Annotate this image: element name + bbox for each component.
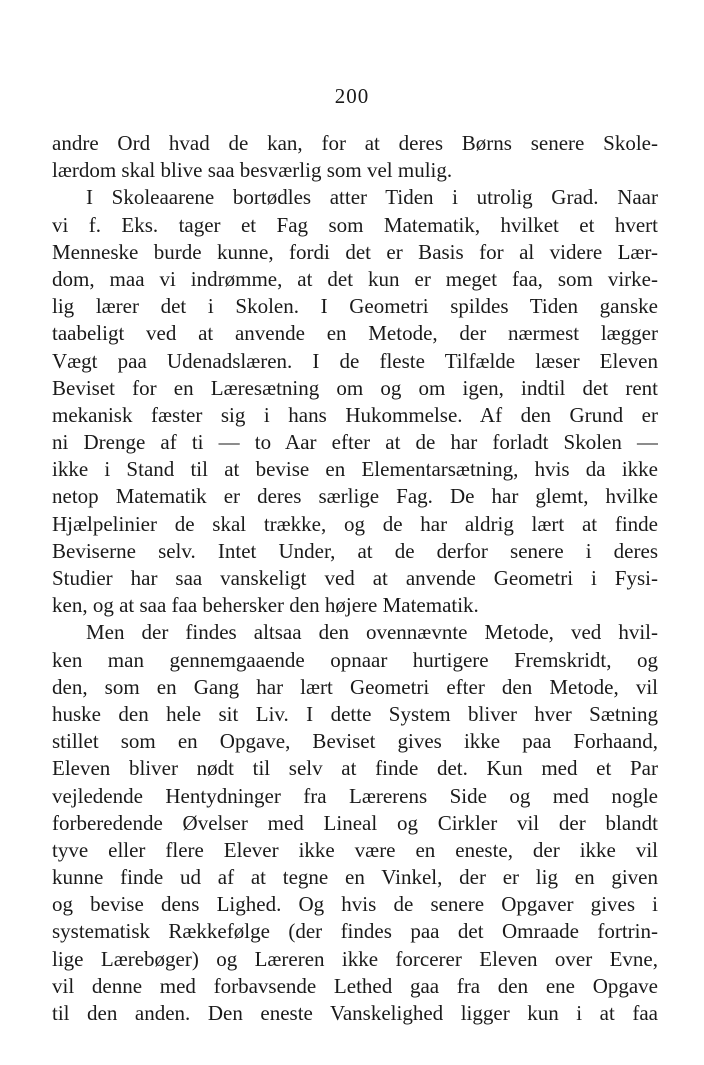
text-line: Beviserne selv. Intet Under, at de derfor senere i deres <box>52 538 658 563</box>
text-line: ken man gennemgaaende opnaar hurtigere Fremskridt, og <box>52 647 658 672</box>
text-line: Studier har saa vanskeligt ved at anvende Geometri i Fysi- <box>52 566 658 590</box>
text-line: I Skoleaarene bortødles atter Tiden i utrolig Grad. Naar <box>86 185 658 210</box>
text-line: systematisk Rækkefølge (der findes paa det Omraade fortrin- <box>52 919 658 944</box>
text-line: dom, maa vi indrømme, at det kun er meget faa, som virke- <box>52 266 658 291</box>
text-line: mekanisk fæster sig i hans Hukommelse. Af den Grund er <box>52 402 658 427</box>
text-line: huske den hele sit Liv. I dette System bliver hver Sætning <box>52 701 658 726</box>
text-line: lige Lærebøger) og Læreren ikke forcerer Eleven over Evne, <box>52 946 658 971</box>
text-line: lig lærer det i Skolen. I Geometri spildes Tiden ganske <box>52 294 658 319</box>
text-line: vi f. Eks. tager et Fag som Matematik, hvilket et hvert <box>52 212 658 237</box>
text-line: lærdom skal blive saa besværlig som vel mulig. <box>52 158 453 183</box>
text-line: Eleven bliver nødt til selv at finde det. Kun med et Par <box>52 756 658 781</box>
text-line: Hjælpelinier de skal trække, og de har aldrig lært at finde <box>52 511 658 536</box>
text-line: ken, og at saa faa behersker den højere Matematik. <box>52 593 479 618</box>
text-line: andre Ord hvad de kan, for at deres Børns senere Skole- <box>52 131 658 155</box>
text-line: tyve eller flere Elever ikke være en eneste, der ikke vil <box>52 837 658 862</box>
text-line: ikke i Stand til at bevise en Elementarsætning, hvis da ikke <box>52 457 658 482</box>
body-text <box>52 130 658 1027</box>
text-line: taabeligt ved at anvende en Metode, der nærmest lægger <box>52 321 658 346</box>
page-number: 200 <box>334 84 370 108</box>
text-line: og bevise dens Lighed. Og hvis de senere Opgaver gives i <box>52 892 658 917</box>
text-line: stillet som en Opgave, Beviset gives ikke paa Forhaand, <box>52 729 658 754</box>
text-line: vejledende Hentydninger fra Lærerens Side og med nogle <box>52 783 658 808</box>
text-line: kunne finde ud af at tegne en Vinkel, der er lig en given <box>52 865 658 890</box>
text-line: ni Drenge af ti — to Aar efter at de har forladt Skolen — <box>52 430 658 455</box>
text-line: Men der findes altsaa den ovennævnte Metode, ved hvil- <box>86 620 658 645</box>
text-line: den, som en Gang har lært Geometri efter den Metode, vil <box>52 674 658 699</box>
text-line: netop Matematik er deres særlige Fag. De har glemt, hvilke <box>52 484 658 509</box>
text-line: Menneske burde kunne, fordi det er Basis for al videre Lær- <box>52 239 658 264</box>
text-line: Beviset for en Læresætning om og om igen, indtil det rent <box>52 375 658 400</box>
text-line: vil denne med forbavsende Lethed gaa fra den ene Opgave <box>52 973 658 998</box>
text-line: forberedende Øvelser med Lineal og Cirkler vil der blandt <box>52 810 658 835</box>
text-line: til den anden. Den eneste Vanskelighed ligger kun i at faa <box>52 1001 658 1025</box>
text-line: Vægt paa Udenadslæren. I de fleste Tilfælde læser Eleven <box>52 348 658 373</box>
